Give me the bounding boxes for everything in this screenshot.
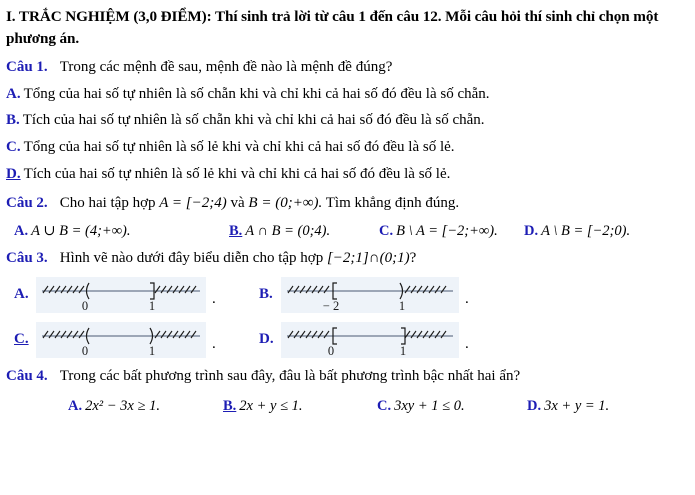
question-2-option-a[interactable]: [14, 223, 229, 240]
option-key-d: D.: [259, 331, 274, 348]
numberline-left-label-c: 0: [81, 343, 89, 358]
option-key-a: A.: [6, 85, 21, 102]
option-b-trailing-dot: .: [465, 291, 469, 308]
numberline-left-label-a: 0: [81, 298, 89, 313]
option-key-b: B.: [6, 112, 20, 129]
option-key-c: C.: [14, 331, 29, 348]
numberline-right-label-a: 1: [148, 298, 156, 313]
question-2-heading: [6, 194, 689, 214]
question-3-option-b[interactable]: [253, 277, 469, 313]
question-4-text: Trong các bất phương trình sau đây, đâu là bất phương trình bậc nhất hai ẩn?: [59, 367, 521, 384]
question-3: [0, 249, 695, 358]
question-1: [0, 58, 695, 185]
question-2-text-before: Cho hai tập hợp: [59, 194, 156, 211]
question-2-options: [6, 223, 689, 240]
option-expr-c: B \ A = [−2;+∞).: [396, 223, 498, 240]
question-3-option-d[interactable]: [253, 322, 469, 358]
question-3-option-c[interactable]: [8, 322, 253, 358]
question-1-options: [6, 85, 689, 185]
question-4-option-a[interactable]: [68, 398, 223, 415]
question-1-option-b[interactable]: [6, 111, 689, 131]
exam-section-header: I. TRẮC NGHIỆM (3,0 ĐIỂM): Thí sinh trả lời từ câu 1 đến câu 12. Mỗi câu hỏi thí sinh chỉ chọn một phương án.: [6, 8, 659, 47]
question-2-option-c[interactable]: [379, 223, 524, 240]
question-3-option-row-2: [8, 322, 689, 358]
option-c-trailing-dot: .: [212, 336, 216, 353]
question-2-set-b: B = (0;+∞).: [248, 194, 323, 211]
numberline-right-label-c: 1: [148, 343, 156, 358]
option-expr-b: A ∩ B = (0;4).: [245, 223, 331, 240]
question-2: [0, 194, 695, 241]
numberline-svg-b: [281, 277, 459, 313]
numberline-left-label-d: 0: [327, 343, 335, 358]
question-4: [0, 367, 695, 416]
question-2-set-a: A = [−2;4): [159, 194, 227, 211]
option-expr-c: 3xy + 1 ≤ 0.: [394, 398, 465, 415]
question-3-option-a[interactable]: [8, 277, 253, 313]
question-1-label: Câu 1.: [6, 59, 48, 76]
question-1-option-c[interactable]: [6, 138, 689, 158]
numberline-figure-b: [281, 277, 459, 313]
option-expr-d: 3x + y = 1.: [544, 398, 610, 415]
question-3-text-after: ?: [409, 250, 417, 267]
question-3-heading: [6, 249, 689, 269]
question-2-option-b[interactable]: [229, 223, 379, 240]
numberline-svg-a: [36, 277, 206, 313]
question-1-text: Trong các mệnh đề sau, mệnh đề nào là mệnh đề đúng?: [59, 59, 393, 76]
option-key-c: C.: [6, 139, 21, 156]
option-d-trailing-dot: .: [465, 336, 469, 353]
question-4-option-d[interactable]: [527, 398, 609, 415]
option-key-a: A.: [14, 223, 29, 240]
option-key-b: B.: [229, 223, 243, 240]
numberline-figure-d: [281, 322, 459, 358]
option-key-d: D.: [527, 398, 542, 415]
option-key-a: A.: [68, 398, 83, 415]
question-1-option-a[interactable]: [6, 85, 689, 105]
question-4-options: [6, 398, 689, 415]
numberline-svg-c: [36, 322, 206, 358]
question-3-option-row-1: [8, 277, 689, 313]
option-key-a: A.: [14, 286, 29, 303]
option-key-c: C.: [377, 398, 392, 415]
question-3-options: [8, 277, 689, 358]
question-1-heading: [6, 58, 689, 78]
option-a-trailing-dot: .: [212, 291, 216, 308]
option-key-c: C.: [379, 223, 394, 240]
option-key-b: B.: [259, 286, 273, 303]
option-expr-d: A \ B = [−2;0).: [541, 223, 631, 240]
option-key-d: D.: [6, 166, 21, 183]
option-text-b: Tích của hai số tự nhiên là số chẵn khi và chỉ khi cả hai số đó đều là số chẵn.: [22, 112, 485, 129]
option-text-a: Tổng của hai số tự nhiên là số chẵn khi và chỉ khi cả hai số đó đều là số chẵn.: [23, 85, 490, 102]
option-key-d: D.: [524, 223, 539, 240]
numberline-right-label-b: 1: [398, 298, 406, 313]
question-3-set-expr: [−2;1]∩(0;1): [326, 250, 410, 267]
question-3-text-before: Hình vẽ nào dưới đây biểu diễn cho tập hợp: [59, 250, 324, 267]
numberline-figure-a: [36, 277, 206, 313]
question-4-heading: [6, 367, 689, 387]
numberline-figure-c: [36, 322, 206, 358]
option-text-d: Tích của hai số tự nhiên là số lẻ khi và chỉ khi cả hai số đó đều là số lẻ.: [23, 166, 451, 183]
option-text-c: Tổng của hai số tự nhiên là số lẻ khi và chỉ khi cả hai số đó đều là số lẻ.: [23, 139, 455, 156]
question-3-label: Câu 3.: [6, 250, 48, 267]
question-2-text-middle: và: [230, 194, 245, 211]
option-expr-a: A ∪ B = (4;+∞).: [31, 223, 131, 240]
numberline-left-label-b: − 2: [322, 298, 340, 313]
option-key-b: B.: [223, 398, 237, 415]
question-2-label: Câu 2.: [6, 194, 48, 211]
option-expr-b: 2x + y ≤ 1.: [239, 398, 303, 415]
question-4-option-b[interactable]: [223, 398, 377, 415]
question-1-option-d[interactable]: [6, 165, 689, 185]
option-expr-a: 2x² − 3x ≥ 1.: [85, 398, 160, 415]
numberline-svg-d: [281, 322, 459, 358]
question-4-label: Câu 4.: [6, 367, 48, 384]
question-2-text-after: Tìm khẳng định đúng.: [325, 194, 460, 211]
question-4-option-c[interactable]: [377, 398, 527, 415]
question-2-option-d[interactable]: [524, 223, 630, 240]
numberline-right-label-d: 1: [399, 343, 407, 358]
